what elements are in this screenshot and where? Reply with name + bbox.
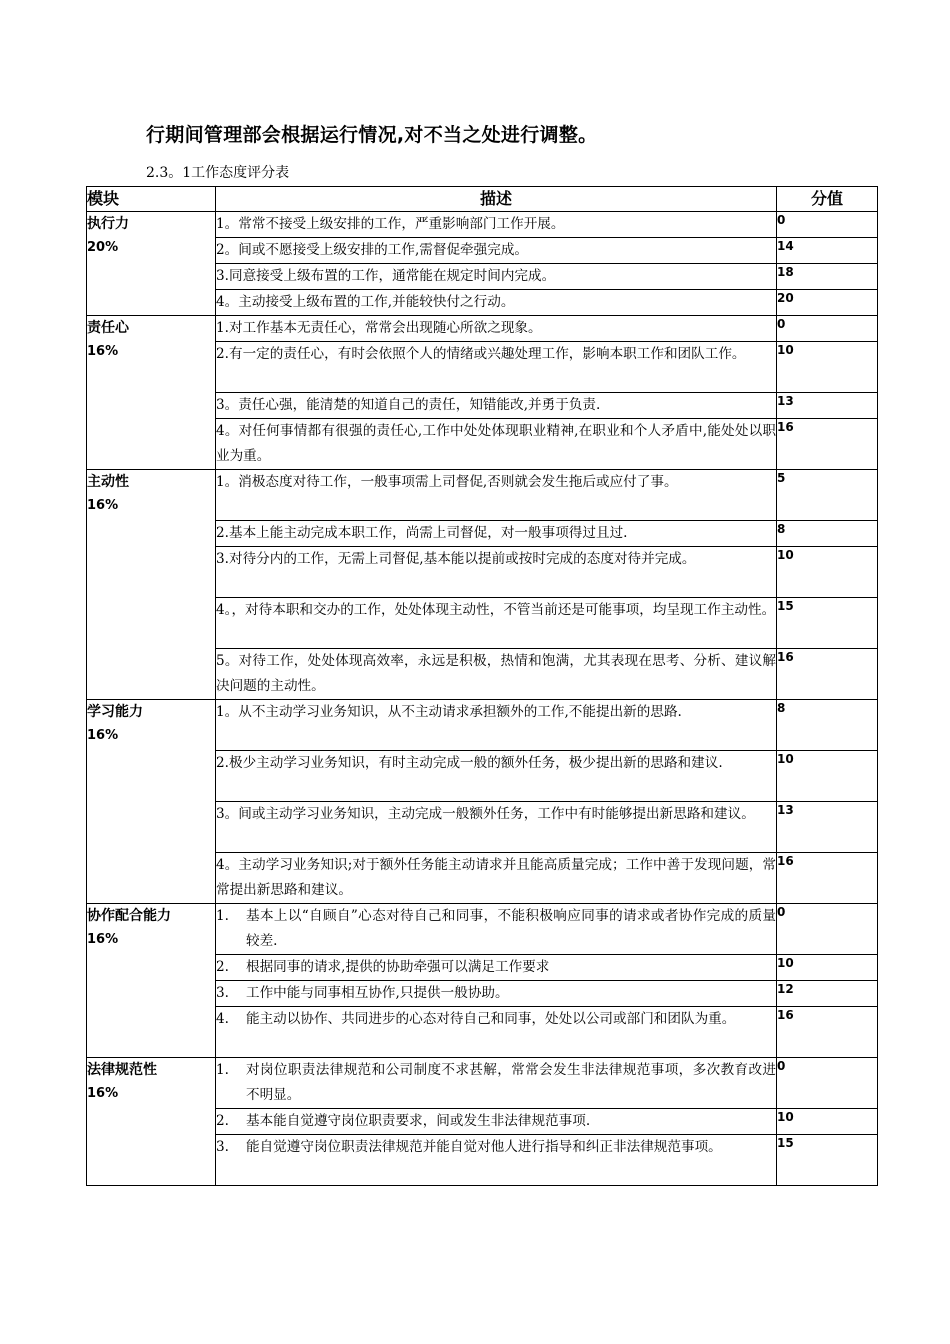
item-text: 能主动以协作、共同进步的心态对待自己和同事，处处以公司或部门和团队为重。 [246, 1011, 736, 1027]
item-text: 能自觉遵守岗位职责法律规范并能自觉对他人进行指导和纠正非法律规范事项。 [246, 1139, 722, 1155]
table-row [87, 212, 878, 238]
item-text: 5。对待工作，处处体现高效率，永远是积极，热情和饱满，尤其表现在思考、分析、建议解决问题的主动性。 [216, 653, 776, 694]
description-cell [216, 316, 777, 342]
description-cell [216, 981, 777, 1007]
module-weight: 16% [87, 728, 119, 743]
description-cell [216, 751, 777, 802]
score-cell: 18 [777, 264, 878, 290]
description-cell [216, 238, 777, 264]
score-cell: 0 [777, 212, 878, 238]
table-header-row [87, 187, 878, 212]
score-cell: 16 [777, 419, 878, 470]
item-text: 工作中能与同事相互协作,只提供一般协助。 [246, 985, 509, 1001]
description-cell [216, 470, 777, 521]
score-cell: 8 [777, 521, 878, 547]
module-cell [87, 904, 216, 1058]
module-name: 执行力 [87, 216, 129, 232]
score-cell: 0 [777, 316, 878, 342]
item-number: 3. [216, 1139, 229, 1155]
table-caption: 2.3。1工作态度评分表 [146, 165, 290, 181]
module-weight: 20% [87, 240, 119, 255]
item-text: 对岗位职责法律规范和公司制度不求甚解，常常会发生非法律规范事项，多次教育改进不明显。 [246, 1062, 776, 1103]
item-text: 3.对待分内的工作，无需上司督促,基本能以提前或按时完成的态度对待并完成。 [216, 551, 696, 567]
description-cell [216, 1058, 777, 1109]
table-row [87, 470, 878, 521]
item-text: 2.基本上能主动完成本职工作，尚需上司督促，对一般事项得过且过. [216, 525, 628, 541]
score-cell: 12 [777, 981, 878, 1007]
item-text: 1。从不主动学习业务知识，从不主动请求承担额外的工作,不能提出新的思路. [216, 704, 682, 720]
item-number: 1. [216, 1062, 229, 1078]
score-cell: 10 [777, 955, 878, 981]
item-number: 4. [216, 1011, 229, 1027]
description-cell [216, 419, 777, 470]
item-number: 1. [216, 908, 229, 924]
score-cell: 8 [777, 700, 878, 751]
section-heading: 行期间管理部会根据运行情况,对不当之处进行调整。 [146, 124, 598, 146]
score-cell: 13 [777, 802, 878, 853]
score-cell: 16 [777, 853, 878, 904]
item-text: 4。主动学习业务知识;对于额外任务能主动请求并且能高质量完成；工作中善于发现问题，常常提出新思路和建议。 [216, 857, 776, 898]
description-cell [216, 853, 777, 904]
score-cell: 20 [777, 290, 878, 316]
module-weight: 16% [87, 498, 119, 513]
item-text: 基本能自觉遵守岗位职责要求，间或发生非法律规范事项. [246, 1113, 591, 1129]
table-row [87, 316, 878, 342]
header-module: 模块 [87, 187, 216, 212]
item-number: 2. [216, 959, 229, 975]
item-text: 1。常常不接受上级安排的工作，严重影响部门工作开展。 [216, 216, 565, 232]
score-cell: 13 [777, 393, 878, 419]
header-score: 分值 [777, 187, 878, 212]
description-cell [216, 700, 777, 751]
item-text: 4。对任何事情都有很强的责任心,工作中处处体现职业精神,在职业和个人矛盾中,能处处以职业为重。 [216, 423, 776, 464]
module-name: 协作配合能力 [87, 908, 171, 924]
module-cell [87, 1058, 216, 1186]
item-text: 2.有一定的责任心，有时会依照个人的情绪或兴趣处理工作，影响本职工作和团队工作。 [216, 346, 746, 362]
module-weight: 16% [87, 932, 119, 947]
module-name: 学习能力 [87, 704, 143, 720]
score-cell: 15 [777, 598, 878, 649]
description-cell [216, 521, 777, 547]
description-cell [216, 598, 777, 649]
item-text: 1.对工作基本无责任心，常常会出现随心所欲之现象。 [216, 320, 542, 336]
header-description: 描述 [216, 187, 777, 212]
item-text: 1。消极态度对待工作，一般事项需上司督促,否则就会发生拖后或应付了事。 [216, 474, 678, 490]
item-text: 2.极少主动学习业务知识，有时主动完成一般的额外任务，极少提出新的思路和建议. [216, 755, 723, 771]
module-weight: 16% [87, 344, 119, 359]
score-cell: 16 [777, 649, 878, 700]
item-text: 根据同事的请求,提供的协助牵强可以满足工作要求 [246, 959, 550, 975]
module-name: 法律规范性 [87, 1062, 157, 1078]
description-cell [216, 802, 777, 853]
description-cell [216, 955, 777, 981]
module-cell [87, 470, 216, 700]
module-weight: 16% [87, 1086, 119, 1101]
table-body [87, 212, 878, 1186]
description-cell [216, 290, 777, 316]
item-number: 3. [216, 985, 229, 1001]
item-text: 4。主动接受上级布置的工作,并能较快付之行动。 [216, 294, 515, 310]
description-cell [216, 1007, 777, 1058]
work-attitude-score-table [86, 186, 878, 1186]
module-cell [87, 316, 216, 470]
module-cell [87, 700, 216, 904]
score-cell: 10 [777, 342, 878, 393]
module-name: 责任心 [87, 320, 129, 336]
description-cell [216, 212, 777, 238]
description-cell [216, 342, 777, 393]
score-cell: 10 [777, 1109, 878, 1135]
score-cell: 14 [777, 238, 878, 264]
score-cell: 16 [777, 1007, 878, 1058]
score-cell: 0 [777, 904, 878, 955]
description-cell [216, 393, 777, 419]
score-cell: 10 [777, 547, 878, 598]
item-text: 3。责任心强，能清楚的知道自己的责任，知错能改,并勇于负责. [216, 397, 601, 413]
description-cell [216, 904, 777, 955]
description-cell [216, 1109, 777, 1135]
description-cell [216, 547, 777, 598]
table-row [87, 700, 878, 751]
item-number: 2. [216, 1113, 229, 1129]
description-cell [216, 264, 777, 290]
item-text: 基本上以“自顾自”心态对待自己和同事，不能积极响应同事的请求或者协作完成的质量较差. [246, 908, 776, 949]
item-text: 3.同意接受上级布置的工作，通常能在规定时间内完成。 [216, 268, 556, 284]
item-text: 3。间或主动学习业务知识，主动完成一般额外任务，工作中有时能够提出新思路和建议。 [216, 806, 755, 822]
score-cell: 15 [777, 1135, 878, 1186]
description-cell [216, 1135, 777, 1186]
item-text: 4。，对待本职和交办的工作，处处体现主动性，不管当前还是可能事项，均呈现工作主动性。 [216, 602, 776, 618]
table-row [87, 904, 878, 955]
module-name: 主动性 [87, 474, 129, 490]
score-cell: 5 [777, 470, 878, 521]
score-cell: 10 [777, 751, 878, 802]
module-cell [87, 212, 216, 316]
description-cell [216, 649, 777, 700]
score-cell: 0 [777, 1058, 878, 1109]
item-text: 2。间或不愿接受上级安排的工作,需督促牵强完成。 [216, 242, 529, 258]
table-row [87, 1058, 878, 1109]
